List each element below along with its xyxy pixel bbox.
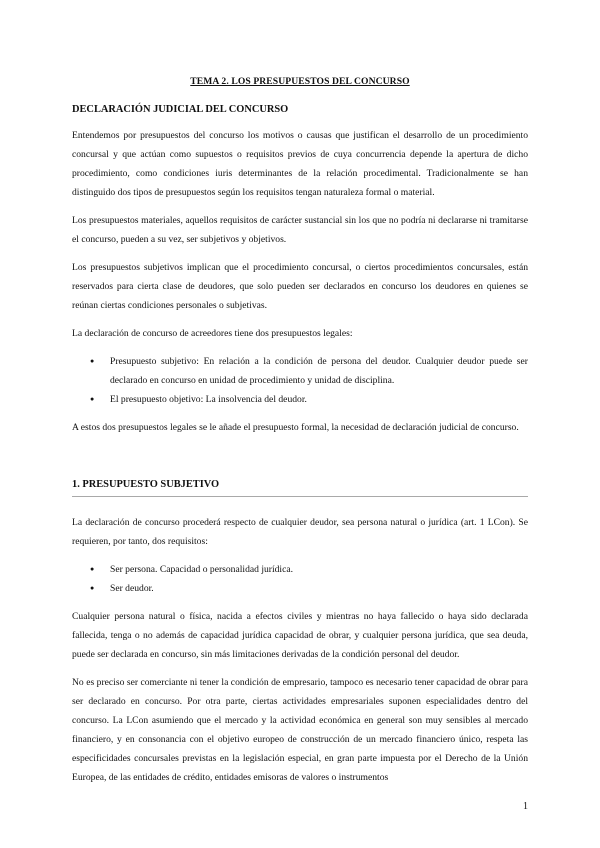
paragraph: Los presupuestos subjetivos implican que el procedimiento concursal, o ciertos procedimientos concursales, están reservados para cierta clase de deudores, que solo pueden ser declarados en concurso los deudores en quienes se reúnan ciertas condiciones personales o subjetivas. [72, 262, 528, 311]
section-heading-presupuesto-subjetivo: 1. PRESUPUESTO SUBJETIVO [72, 479, 220, 490]
paragraph: No es preciso ser comerciante ni tener la condición de empresario, tampoco es necesario tener capacidad de obrar para ser declarado en concurso. Por otra parte, ciertas actividades empresariales suponen especialidades dentro del concurso. La LCon asumiendo que el mercado y la actividad económica en general son muy sensibles al mercado financiero, y en consonancia con el objetivo europeo de construcción de un mercado financiero único, respeta las especificidades concursales previstas en la legislación especial, en gran parte impuesta por el Derecho de la Unión Europea, de las entidades de crédito, entidades emisoras de valores o instrumentos [72, 677, 528, 783]
paragraph: Cualquier persona natural o física, nacida a efectos civiles y mientras no haya fallecido o haya sido declarada fallecida, tenga o no además de capacidad jurídica capacidad de obrar, y cualquier persona jurídica, que sea deuda, puede ser declarada en concurso, sin más limitaciones derivadas de la condición personal del deudor. [72, 611, 528, 660]
list-item: ● Ser deudor. [110, 579, 528, 598]
paragraph: La declaración de concurso de acreedores tiene dos presupuestos legales: [72, 328, 353, 339]
list-item: ● El presupuesto objetivo: La insolvencia del deudor. [110, 390, 528, 409]
paragraph: La declaración de concurso procederá respecto de cualquier deudor, sea persona natural o jurídica (art. 1 LCon). Se requieren, por tanto, dos requisitos: [72, 517, 528, 547]
section-divider [72, 496, 528, 497]
list-item: ● Ser persona. Capacidad o personalidad jurídica. [110, 560, 528, 579]
subjective-requirements-list [72, 560, 528, 598]
list-item: ● Presupuesto subjetivo: En relación a la condición de persona del deudor. Cualquier deudor puede ser declarado en concurso en unidad de procedimiento y unidad de disciplina. [110, 352, 528, 390]
legal-requirements-list [72, 352, 528, 409]
paragraph: Los presupuestos materiales, aquellos requisitos de carácter sustancial sin los que no podría ni declararse ni tramitarse el concurso, pueden a su vez, ser subjetivos y objetivos. [72, 215, 528, 245]
section-heading-declaracion: DECLARACIÓN JUDICIAL DEL CONCURSO [72, 104, 289, 115]
page-number: 1 [523, 801, 528, 812]
paragraph: A estos dos presupuestos legales se le añade el presupuesto formal, la necesidad de declaración judicial de concurso. [72, 422, 519, 433]
document-title: TEMA 2. LOS PRESUPUESTOS DEL CONCURSO [190, 76, 410, 87]
paragraph: Entendemos por presupuestos del concurso los motivos o causas que justifican el desarrollo de un procedimiento concursal y que actúan como supuestos o requisitos previos de cuya concurrencia depende la apertura de dicho procedimiento, como condiciones iuris determinantes de la relación procedimental. Tradicionalmente se han distinguido dos tipos de presupuestos según los requisitos tengan naturaleza formal o material. [72, 130, 528, 198]
